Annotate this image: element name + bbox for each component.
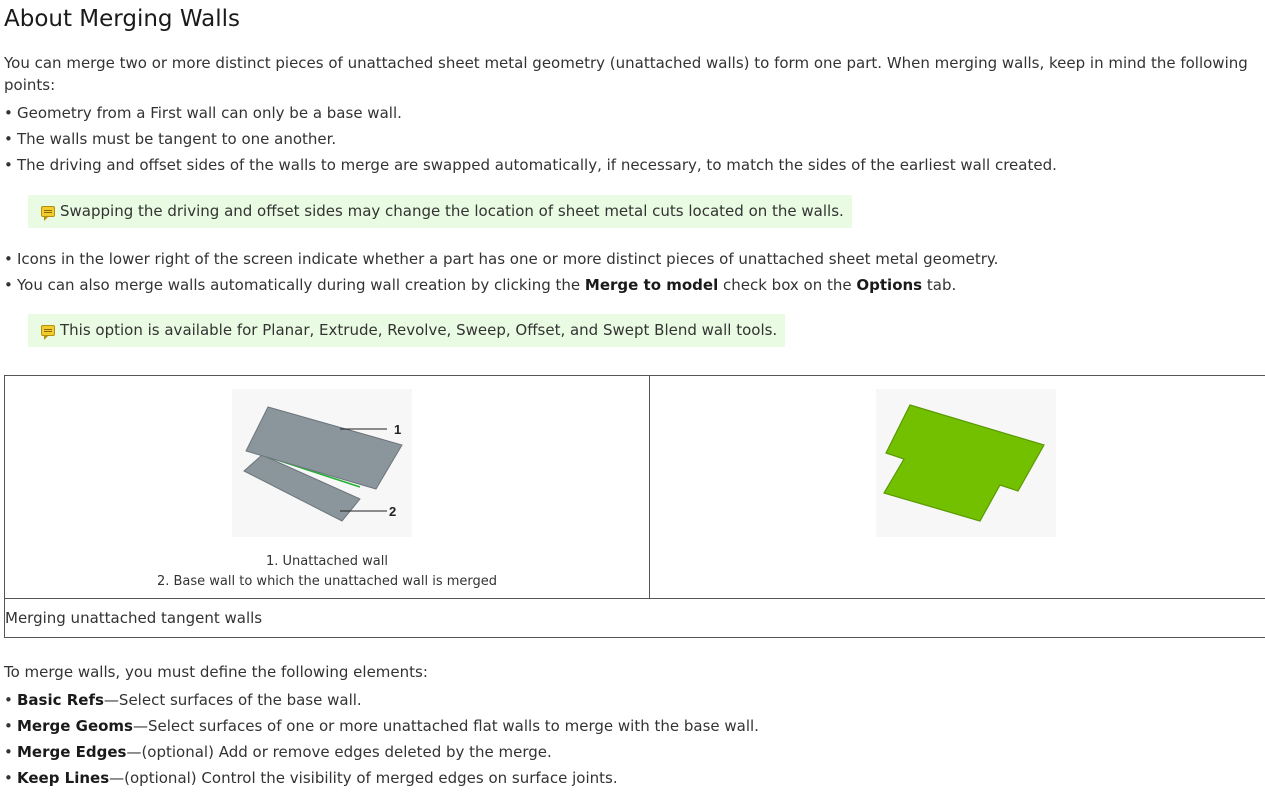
unattached-walls-image [232,389,412,537]
list-item: • The walls must be tangent to one another. [4,130,337,148]
note-swap-sides [28,195,852,228]
legend-item-2: 2. Base wall to which the unattached wall is merged [156,574,498,589]
list-item: • Geometry from a First wall can only be a base wall. [4,104,402,122]
figure-table [4,375,1265,638]
note-text: Swapping the driving and offset sides may change the location of sheet metal cuts located on the walls. [60,202,844,220]
elements-list [4,687,759,791]
note-available-tools [28,314,785,347]
merge-points-list-continued [4,246,998,298]
list-item: • The driving and offset sides of the walls to merge are swapped automatically, if necessary, to match the sides of the earliest wall created. [4,156,1057,174]
list-item: • You can also merge walls automatically during wall creation by clicking the Merge to model check box on the Options tab. [4,276,957,294]
list-item: • Keep Lines—(optional) Control the visibility of merged edges on surface joints. [4,769,618,787]
note-text: This option is available for Planar, Extrude, Revolve, Sweep, Offset, and Swept Blend wall tools. [60,321,778,339]
legend-item-1: 1. Unattached wall [265,554,388,569]
elements-intro: To merge walls, you must define the following elements: [4,663,428,681]
unattached-walls-illustration [232,389,412,537]
list-item: • Basic Refs—Select surfaces of the base wall. [4,691,362,709]
page-title: About Merging Walls [4,6,240,32]
figure-cell-merged [650,376,1265,599]
merged-wall-illustration [876,389,1056,537]
intro-paragraph: You can merge two or more distinct pieces of unattached sheet metal geometry (unattached walls) to form one part. When merging walls, keep in mind the following points: [4,54,1248,94]
list-item: • Merge Geoms—Select surfaces of one or more unattached flat walls to merge with the base wall. [4,717,759,735]
note-icon [41,206,55,217]
merge-to-model-term: Merge to model [584,276,719,294]
options-tab-term: Options [856,276,923,294]
element-term: Keep Lines [17,769,110,787]
element-term: Merge Edges [17,743,127,761]
figure-cell-unattached [5,376,650,599]
list-item: • Icons in the lower right of the screen indicate whether a part has one or more distinct pieces of unattached sheet metal geometry. [4,250,999,268]
merge-points-list [4,100,1057,178]
callout-label-1: 1 [394,422,402,437]
element-term: Basic Refs [17,691,104,709]
merged-wall-image [876,389,1056,537]
element-term: Merge Geoms [17,717,133,735]
figure-legend [5,552,649,592]
list-item: • Merge Edges—(optional) Add or remove edges deleted by the merge. [4,743,552,761]
merged-wall-shape [884,405,1044,521]
figure-caption: Merging unattached tangent walls [5,599,1265,638]
note-icon [41,325,55,336]
callout-label-2: 2 [389,504,397,519]
